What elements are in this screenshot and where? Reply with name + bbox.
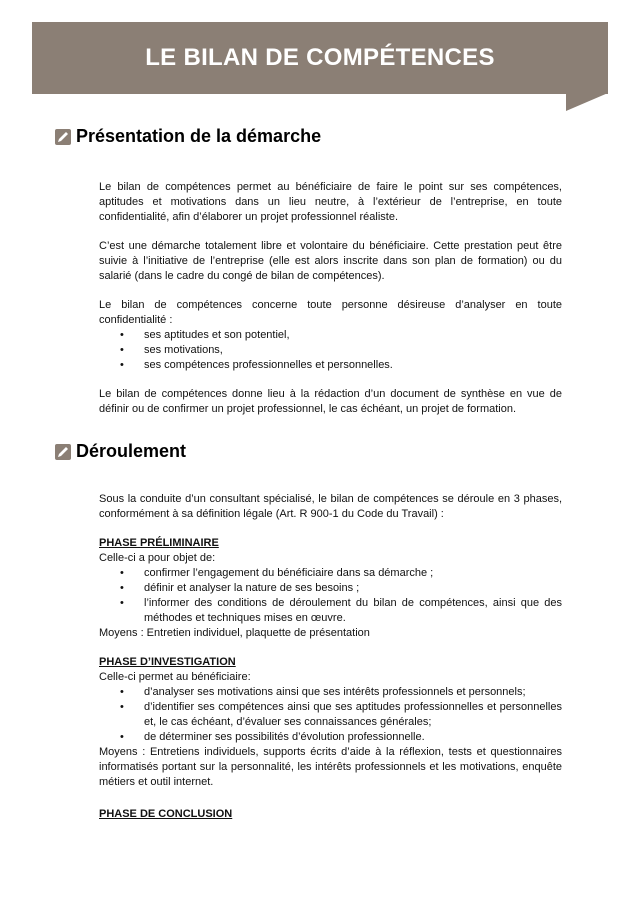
section-heading-text: Présentation de la démarche: [76, 126, 322, 146]
paragraph: C’est une démarche totalement libre et volontaire du bénéficiaire. Cette prestation peut être suivie à l’initiative de l’entreprise (elle est alors inscrite dans son plan de formation) ou du salarié (dans le cadre du congé de bilan de compétences).: [99, 240, 562, 282]
bullet-list: [99, 328, 562, 373]
list-item: • ses motivations,: [99, 343, 562, 358]
bullet-list: [99, 685, 562, 745]
phase-title: PHASE D’INVESTIGATION: [99, 656, 236, 668]
phase-conclusion-block: [99, 807, 562, 822]
section-heading-deroulement: [55, 441, 186, 462]
list-item: • confirmer l’engagement du bénéficiaire dans sa démarche ;: [99, 566, 562, 581]
list-item: • définir et analyser la nature de ses besoins ;: [99, 581, 562, 596]
phase-title: PHASE PRÉLIMINAIRE: [99, 537, 219, 549]
list-item: • ses aptitudes et son potentiel,: [99, 328, 562, 343]
phase-lead: Celle-ci a pour objet de:: [99, 552, 216, 564]
phase-means: Moyens : Entretien individuel, plaquette de présentation: [99, 627, 370, 639]
phase-means: Moyens : Entretiens individuels, supports écrits d’aide à la réflexion, tests et questionnaires informatisés portant sur la personnalité, les intérêts professionnels et les motivations, enquête métiers et outil internet.: [99, 746, 562, 788]
banner-tail: [566, 93, 608, 111]
phase-lead: Celle-ci permet au bénéficiaire:: [99, 671, 251, 683]
paragraph: Le bilan de compétences donne lieu à la rédaction d’un document de synthèse en vue de définir ou de confirmer un projet professionnel, le cas échéant, un projet de formation.: [99, 388, 562, 415]
pencil-icon: [55, 129, 71, 145]
phase-title: PHASE DE CONCLUSION: [99, 808, 233, 820]
title-banner: [32, 22, 608, 94]
presentation-content: [99, 180, 562, 417]
list-item: • de déterminer ses possibilités d’évolution professionnelle.: [99, 730, 562, 745]
section-heading-presentation: [55, 126, 321, 147]
paragraph: Le bilan de compétences concerne toute personne désireuse d’analyser en toute confidentialité :: [99, 299, 562, 326]
deroulement-content: [99, 492, 562, 790]
pencil-icon: [55, 444, 71, 460]
list-item: • ses compétences professionnelles et personnelles.: [99, 358, 562, 373]
paragraph: Sous la conduite d’un consultant spécialisé, le bilan de compétences se déroule en 3 phases, conformément à sa définition légale (Art. R 900-1 du Code du Travail) :: [99, 493, 562, 520]
list-item: • l’informer des conditions de déroulement du bilan de compétences, ainsi que des méthodes et techniques mises en œuvre.: [99, 596, 562, 626]
list-item: • d’identifier ses compétences ainsi que ses aptitudes professionnelles et personnelles et, le cas échéant, d’évaluer ses connaissances générales;: [99, 700, 562, 730]
paragraph: Le bilan de compétences permet au bénéficiaire de faire le point sur ses compétences, aptitudes et motivations dans un lieu neutre, à l’extérieur de l’entreprise, en toute confidentialité, afin d’élaborer un projet professionnel réaliste.: [99, 181, 562, 223]
bullet-list: [99, 566, 562, 626]
list-item: • d’analyser ses motivations ainsi que ses intérêts professionnels et personnels;: [99, 685, 562, 700]
page-title: LE BILAN DE COMPÉTENCES: [145, 44, 495, 71]
section-heading-text: Déroulement: [76, 441, 187, 461]
